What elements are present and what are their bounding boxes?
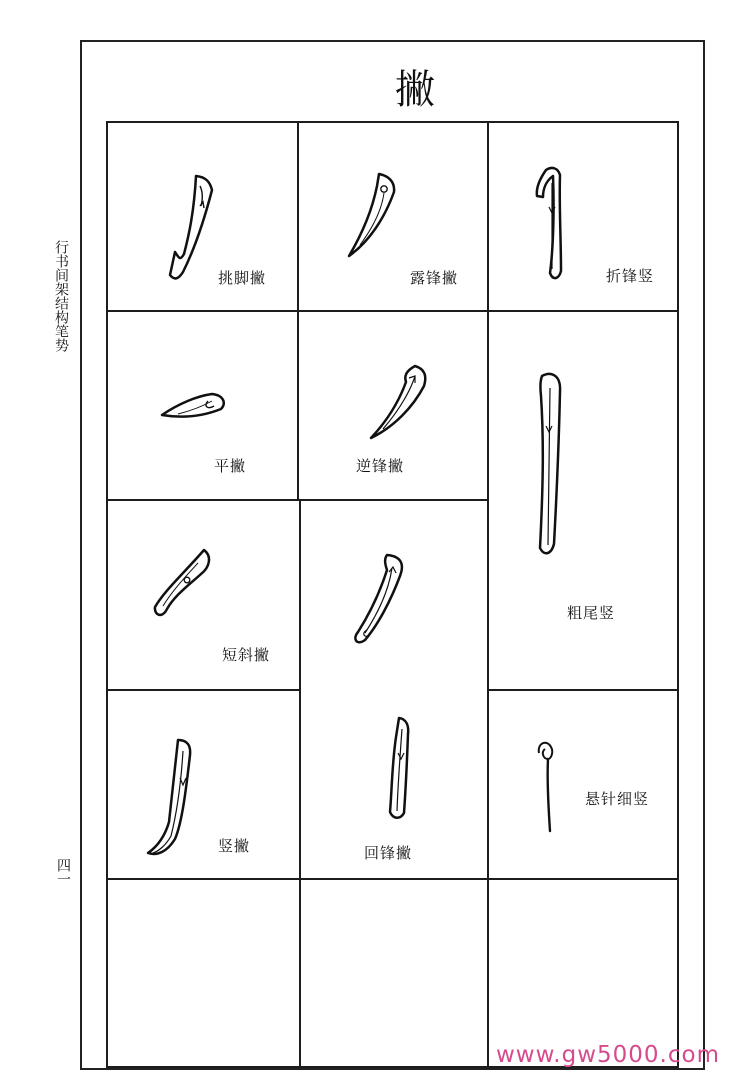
side-running-title: 行书间架结构笔势 bbox=[53, 240, 69, 352]
stroke-label: 平撇 bbox=[214, 457, 247, 475]
shu-pie-stroke bbox=[145, 735, 200, 860]
page-number: 四一 bbox=[55, 858, 71, 886]
stroke-label: 折锋竖 bbox=[606, 267, 655, 285]
stroke-cell-shu-pie bbox=[106, 689, 301, 880]
cu-wei-shu-stroke bbox=[526, 366, 571, 561]
stroke-cell-cu-wei-shu bbox=[487, 310, 679, 691]
stroke-label: 粗尾竖 bbox=[567, 604, 616, 622]
empty-cell-left bbox=[106, 878, 301, 1068]
stroke-label: 挑脚撇 bbox=[218, 269, 267, 287]
ping-pie-stroke bbox=[158, 386, 230, 428]
stroke-label: 竖撇 bbox=[218, 837, 251, 855]
stroke-label: 回锋撇 bbox=[364, 844, 413, 862]
xuan-zhen-xi-shu-stroke bbox=[534, 735, 564, 835]
website-watermark: www.gw5000.com bbox=[495, 1042, 720, 1068]
lu-feng-pie-stroke bbox=[342, 168, 407, 263]
stroke-label: 露锋撇 bbox=[410, 269, 459, 287]
stroke-label: 逆锋撇 bbox=[356, 457, 405, 475]
stroke-cell-xuan-zhen-xi-shu bbox=[487, 689, 679, 880]
stroke-label: 悬针细竖 bbox=[585, 790, 650, 808]
empty-cell-middle bbox=[299, 878, 489, 1068]
empty-cell-right bbox=[487, 878, 679, 1068]
ni-feng-pie-stroke bbox=[366, 358, 436, 443]
stroke-label: 短斜撇 bbox=[222, 646, 271, 664]
hui-feng-pie-stroke bbox=[382, 713, 417, 823]
ni-feng-pie-middle-stroke bbox=[349, 550, 409, 650]
page-title: 撇 bbox=[395, 67, 437, 113]
zhe-feng-shu-stroke bbox=[530, 165, 575, 285]
duan-xie-pie-stroke bbox=[150, 545, 220, 623]
